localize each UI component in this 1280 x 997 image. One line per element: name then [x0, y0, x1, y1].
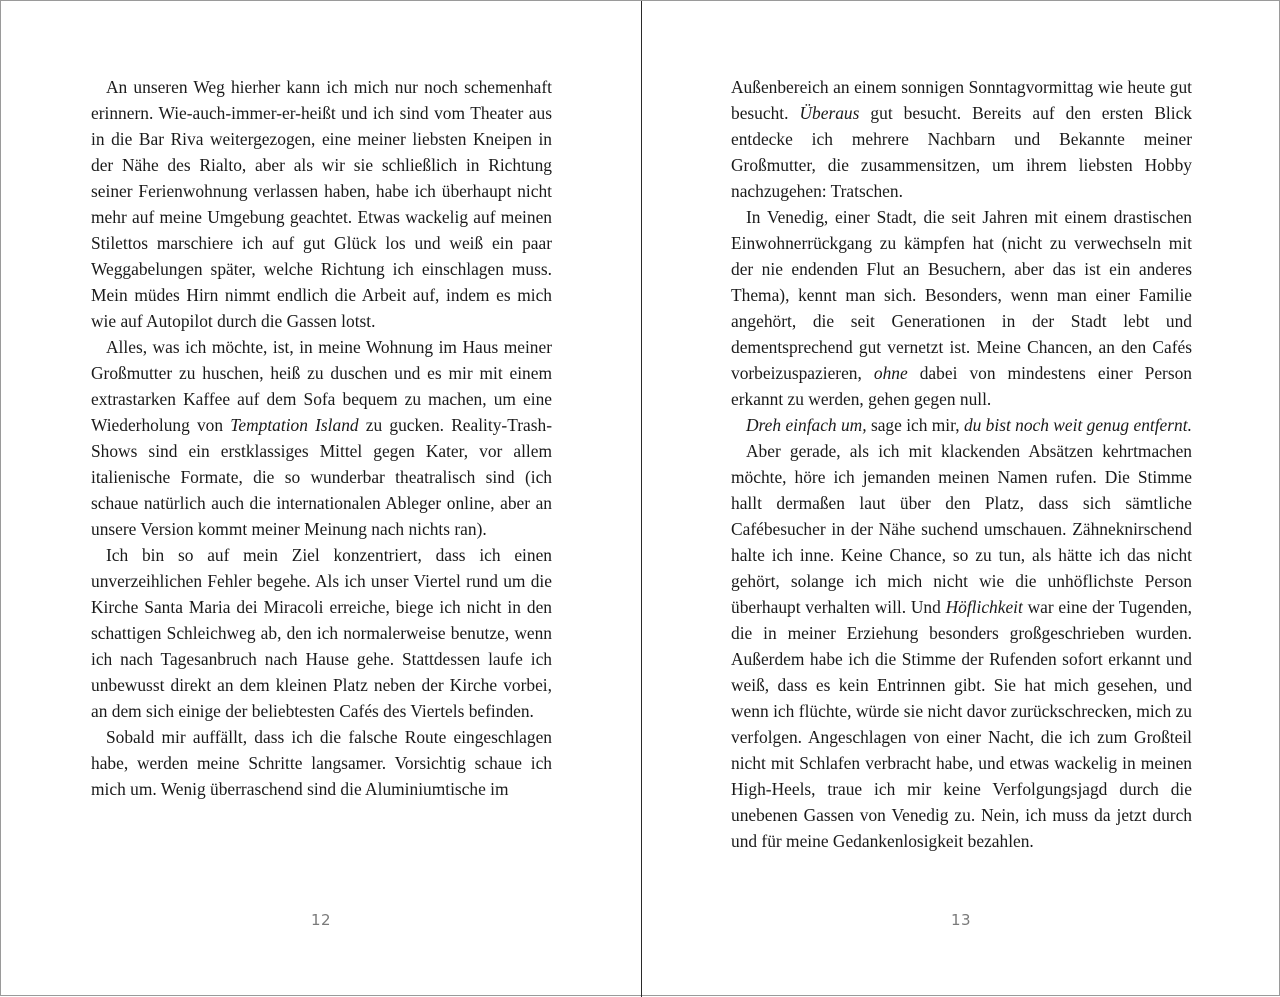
paragraph: Ich bin so auf mein Ziel konzentriert, dass ich einen unverzeihlichen Fehler begehe. Als ich unser Viertel rund um die Kirche Santa Maria dei Miracoli erreiche, biege ich nicht in den schattigen Schleichweg ab, den ich normalerweise benutze, wenn ich nach Tagesanbruch nach Hause gehe. Stattdessen laufe ich unbewusst direkt an dem kleinen Platz neben der Kirche vorbei, an dem sich einige der beliebtesten Cafés des Viertels befinden. — [91, 545, 552, 721]
paragraph: Alles, was ich möchte, ist, in meine Wohnung im Haus meiner Großmutter zu huschen, heiß zu duschen und es mir mit einem extrastarken Kaffee auf dem Sofa bequem zu machen, um eine Wiederholung von Temptation Island zu gucken. Reality-Trash-Shows sind ein erstklassiges Mittel gegen Kater, vor allem italienische Formate, die so wunderbar theatralisch sind (ich schaue natürlich auch die internationalen Ableger online, aber an unsere Version kommt meiner Meinung nach nichts ran). — [91, 337, 552, 539]
paragraph: Dreh einfach um, sage ich mir, du bist noch weit genug entfernt. — [746, 415, 1192, 435]
paragraph: Aber gerade, als ich mit klackenden Absätzen kehrtmachen möchte, höre ich jemanden meinen Namen rufen. Die Stimme hallt dermaßen laut über den Platz, dass sich sämtliche Cafébesucher in der Nähe suchend umschauen. Zähneknirschend halte ich inne. Keine Chance, so zu tun, als hätte ich das nicht gehört, solange ich mich nicht wie die unhöflichste Person überhaupt verhalten will. Und Höflichkeit war eine der Tugenden, die in meiner Erziehung besonders großgeschrieben wurden. Außerdem habe ich die Stimme der Rufenden sofort erkannt und weiß, dass es kein Entrinnen gibt. Sie hat mich gesehen, und wenn ich flüchte, würde sie nicht davor zurückschrecken, mich zu verfolgen. Angeschlagen von einer Nacht, die ich zum Großteil nicht mit Schlafen verbracht habe, und etwas wackelig in meinen High-Heels, traue ich mir keine Verfolgungsjagd durch die unebenen Gassen von Venedig zu. Nein, ich muss da jetzt durch und für meine Gedankenlosigkeit bezahlen. — [731, 441, 1192, 851]
paragraph: Sobald mir auffällt, dass ich die falsche Route eingeschlagen habe, werden meine Schritte langsamer. Vorsichtig schaue ich mich um. Wenig überraschend sind die Aluminiumtische im — [91, 727, 552, 799]
paragraph: An unseren Weg hierher kann ich mich nur noch schemenhaft erinnern. Wie-auch-immer-er-heißt und ich sind vom Theater aus in die Bar Riva weitergezogen, eine meiner liebsten Kneipen in der Nähe des Rialto, aber als wir sie schließlich in Richtung seiner Ferienwohnung verlassen haben, habe ich überhaupt nicht mehr auf meine Umgebung geachtet. Etwas wackelig auf meinen Stilettos marschiere ich auf gut Glück los und weiß ein paar Weggabelungen später, welche Richtung ich einschlagen muss. Mein müdes Hirn nimmt endlich die Arbeit auf, indem es mich wie auf Autopilot durch die Gassen lotst. — [91, 77, 552, 331]
page-number: 12 — [310, 911, 332, 929]
right-page — [642, 1, 1280, 997]
left-page-text — [91, 74, 552, 802]
page-number: 13 — [950, 911, 972, 929]
paragraph: In Venedig, einer Stadt, die seit Jahren mit einem drastischen Einwohnerrückgang zu kämpfen hat (nicht zu verwechseln mit der nie endenden Flut an Besuchern, aber das ist ein anderes Thema), kennt man sich. Besonders, wenn man einer Familie angehört, die seit Generationen in der Stadt lebt und dementsprechend gut vernetzt ist. Meine Chancen, an den Cafés vorbeizuspazieren, ohne dabei von mindestens einer Person erkannt zu werden, gehen gegen null. — [731, 207, 1192, 409]
paragraph: Außenbereich an einem sonnigen Sonntagvormittag wie heute gut besucht. Überaus gut besucht. Bereits auf den ersten Blick entdecke ich mehrere Nachbarn und Bekannte meiner Großmutter, die zusammensitzen, um ihrem liebsten Hobby nachzugehen: Tratschen. — [731, 77, 1192, 201]
left-page — [1, 1, 641, 997]
right-page-text — [731, 74, 1192, 854]
